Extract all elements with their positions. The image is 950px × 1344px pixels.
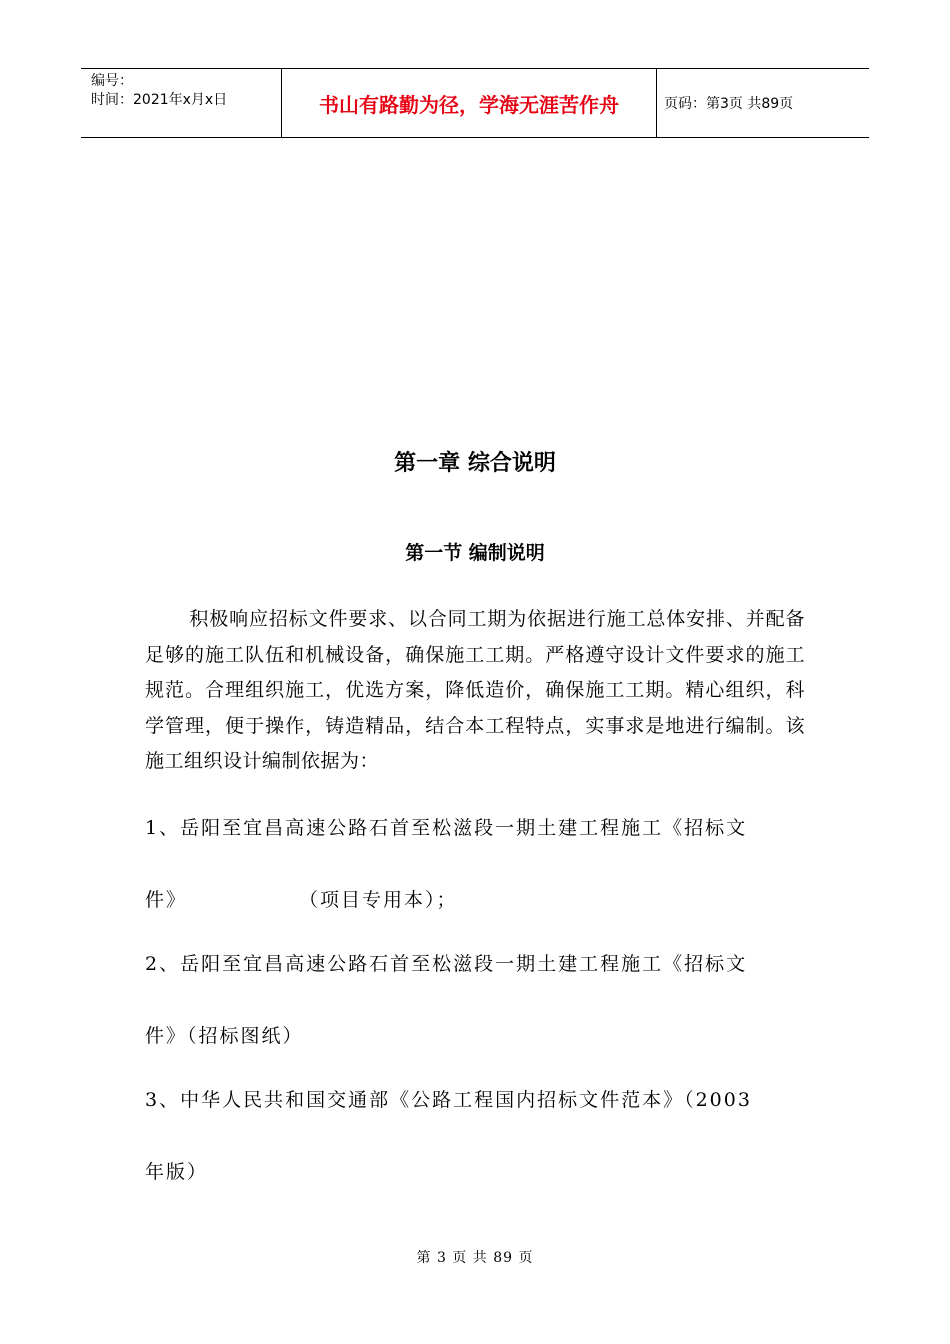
header-page-info: 页码：第3页 共89页 — [664, 96, 794, 112]
list-item-2-line-1: 2、岳阳至宜昌高速公路石首至松滋段一期土建工程施工《招标文 — [145, 953, 748, 975]
list-item-1-line-2b: （项目专用本）； — [299, 889, 458, 911]
time-label: 时间：2021年x月x日 — [91, 92, 228, 108]
list-item-3-line-1: 3、中华人民共和国交通部《公路工程国内招标文件范本》（2003 — [145, 1089, 752, 1111]
intro-paragraph — [145, 602, 805, 780]
list-item-1-line-1: 1、岳阳至宜昌高速公路石首至松滋段一期土建工程施工《招标文 — [145, 817, 748, 839]
list-item-2-line-2: 件》（招标图纸） — [145, 1025, 304, 1047]
page-header — [81, 68, 869, 138]
header-motto: 书山有路勤为径，学海无涯苦作舟 — [282, 69, 657, 137]
intro-paragraph-text: 积极响应招标文件要求、以合同工期为依据进行施工总体安排、并配备足够的施工队伍和机械设备，确保施工工期。严格遵守设计文件要求的施工规范。合理组织施工，优选方案，降低造价，确保施工工期。精心组织，科学管理，便于操作，铸造精品，结合本工程特点，实事求是地进行编制。该施工组织设计编制依据为： — [145, 608, 805, 773]
header-meta — [81, 69, 282, 137]
list-item-3-line-2: 年版） — [145, 1161, 209, 1183]
section-title: 第一节 编制说明 — [405, 542, 545, 564]
number-label: 编号： — [91, 73, 133, 89]
list-item-1-line-2 — [145, 888, 807, 912]
page-footer: 第 3 页 共 89 页 — [416, 1250, 534, 1266]
chapter-title: 第一章 综合说明 — [394, 451, 556, 476]
list-item-1-line-2a: 件》 — [145, 889, 188, 911]
